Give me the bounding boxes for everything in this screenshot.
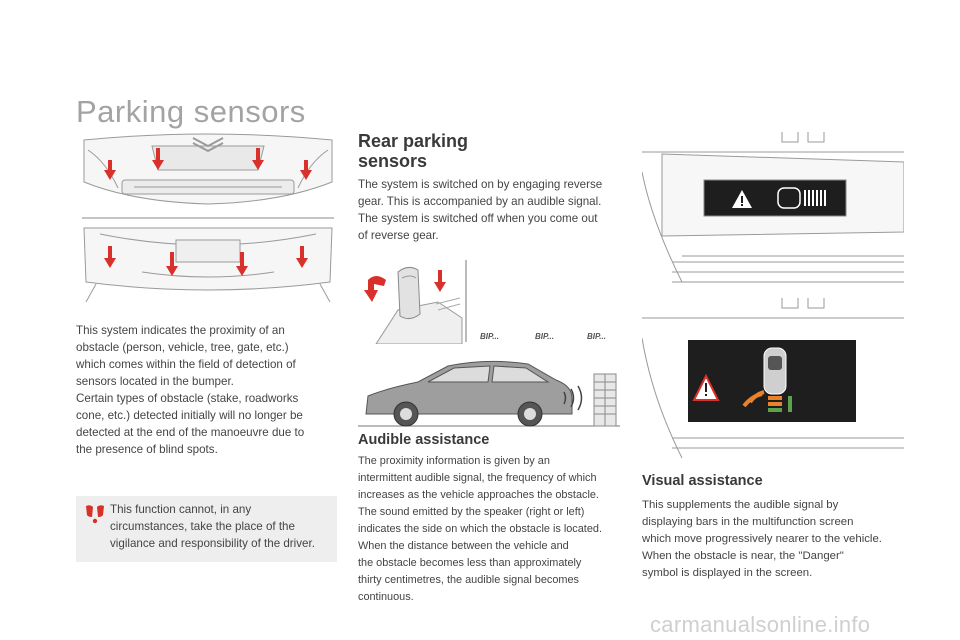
audible-line: indicates the side on which the obstacle is located.: [358, 523, 602, 535]
visual-line: When the obstacle is near, the "Danger": [642, 550, 844, 562]
rear-title-line: Rear parking: [358, 131, 469, 151]
audible-line: When the distance between the vehicle and: [358, 540, 569, 552]
multifunction-screen-illustration-top: [642, 132, 904, 292]
rear-paragraph: [358, 176, 602, 244]
visual-line: which move progressively nearer to the vehicle.: [642, 533, 882, 545]
intro-line: cone, etc.) detected initially will no longer be: [76, 409, 303, 422]
beep-label: BIP...: [535, 332, 554, 341]
visual-heading: Visual assistance: [642, 473, 763, 489]
visual-line: symbol is displayed in the screen.: [642, 567, 813, 579]
intro-line: Certain types of obstacle (stake, roadworks: [76, 392, 299, 405]
intro-line: which comes within the field of detection of: [76, 358, 296, 371]
multifunction-screen-illustration-bottom: [642, 298, 904, 460]
watermark: carmanualsonline.info: [650, 612, 871, 637]
car-obstacle-illustration: [358, 352, 620, 428]
audible-line: The proximity information is given by an: [358, 455, 550, 467]
intro-line: detected at the end of the manoeuvre due to: [76, 426, 305, 439]
rear-sensors-title: [358, 131, 468, 171]
beep-label: BIP...: [587, 332, 606, 341]
intro-line: the presence of blind spots.: [76, 443, 218, 456]
warning-note: [76, 496, 337, 562]
rear-line: of reverse gear.: [358, 229, 439, 242]
page-title: Parking sensors: [76, 94, 306, 129]
warning-line: vigilance and responsibility of the driver.: [110, 537, 315, 550]
rear-line: The system is switched on by engaging reverse: [358, 178, 603, 191]
bumper-sensors-illustration: [82, 132, 334, 304]
intro-line: This system indicates the proximity of an: [76, 324, 285, 337]
audible-line: intermittent audible signal, the frequency of which: [358, 472, 597, 484]
warning-line: circumstances, take the place of the: [110, 520, 295, 533]
audible-line: thirty centimetres, the audible signal becomes: [358, 574, 579, 586]
rear-title-line: sensors: [358, 151, 428, 171]
rear-line: gear. This is accompanied by an audible signal.: [358, 195, 602, 208]
visual-line: This supplements the audible signal by: [642, 499, 839, 511]
visual-line: displaying bars in the multifunction screen: [642, 516, 854, 528]
audible-line: continuous.: [358, 591, 414, 603]
warning-line: This function cannot, in any: [110, 503, 252, 516]
visual-paragraph: [642, 497, 882, 582]
intro-line: sensors located in the bumper.: [76, 375, 234, 388]
audible-heading: Audible assistance: [358, 432, 490, 448]
intro-paragraph: [76, 322, 304, 458]
intro-line: obstacle (person, vehicle, tree, gate, etc.): [76, 341, 289, 354]
rear-line: The system is switched off when you come out: [358, 212, 598, 225]
beep-label: BIP...: [480, 332, 499, 341]
reverse-gear-illustration: [358, 258, 470, 344]
audible-line: increases as the vehicle approaches the obstacle.: [358, 489, 599, 501]
audible-paragraph: [358, 453, 602, 606]
audible-line: the obstacle becomes less than approximately: [358, 557, 582, 569]
audible-line: The sound emitted by the speaker (right or left): [358, 506, 585, 518]
warning-exclamation-icon: [84, 503, 106, 525]
